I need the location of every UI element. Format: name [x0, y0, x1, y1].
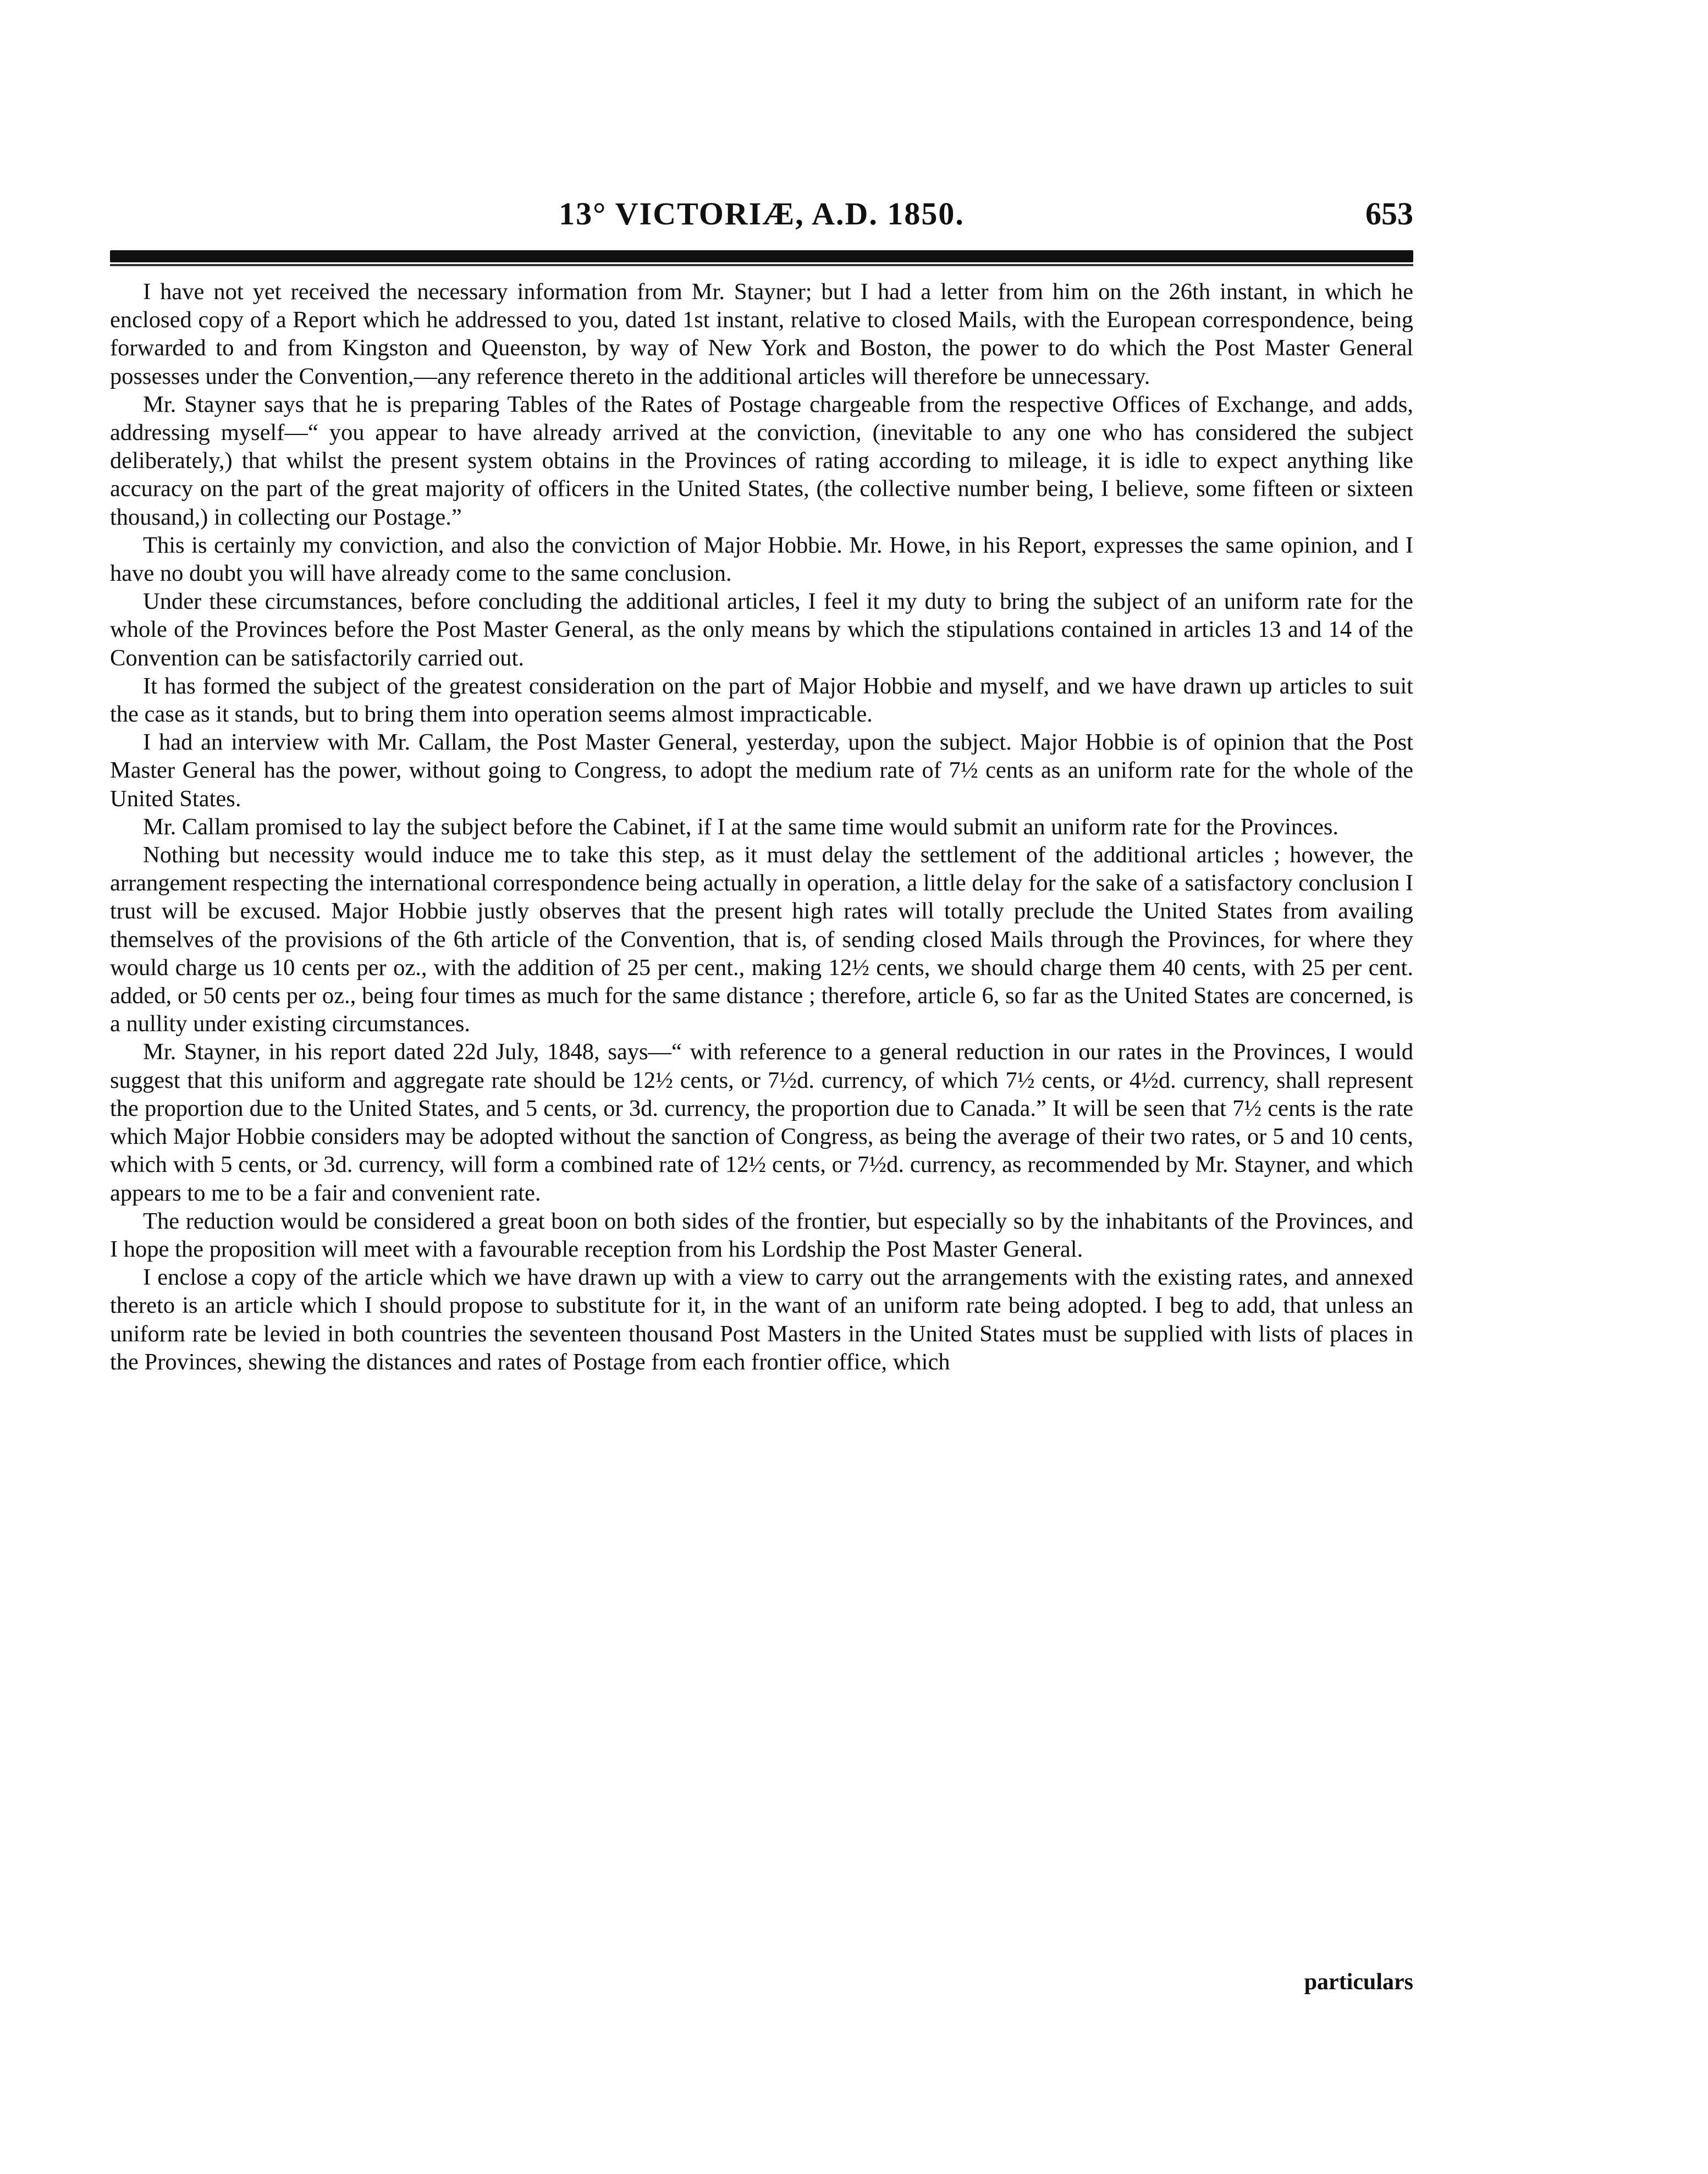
body-text [110, 278, 1413, 1972]
running-head [110, 195, 1413, 245]
paragraph: Mr. Stayner says that he is preparing Tables of the Rates of Postage chargeable from the respective Offices of Exchange, and adds, addressing myself—“ you appear to have already arrived at the conviction, (inevitable to any one who has considered the subject deliberately,) that whilst the present system obtains in the Provinces of rating according to mileage, it is idle to expect anything like accuracy on the part of the great majority of officers in the United States, (the collective number being, I believe, some fifteen or sixteen thousand,) in collecting our Postage.” [110, 391, 1413, 530]
paragraph: Mr. Callam promised to lay the subject before the Cabinet, if I at the same time would submit an uniform rate for the Provinces. [143, 813, 1339, 840]
paragraph: It has formed the subject of the greatest consideration on the part of Major Hobbie and myself, and we have drawn up articles to suit the case as it stands, but to bring them into operation seems almost impracticable. [110, 673, 1413, 728]
paragraph: Mr. Stayner, in his report dated 22d July, 1848, says—“ with reference to a general reduction in our rates in the Provinces, I would suggest that this uniform and aggregate rate should be 12½ cents, or 7½d. currency, of which 7½ cents, or 4½d. currency, shall represent the proportion due to the United States, and 5 cents, or 3d. currency, the proportion due to Canada.” It will be seen that 7½ cents is the rate which Major Hobbie considers may be adopted without the sanction of Congress, as being the average of their two rates, or 5 and 10 cents, which with 5 cents, or 3d. currency, will form a combined rate of 12½ cents, or 7½d. currency, as recommended by Mr. Stayner, and which appears to me to be a fair and convenient rate. [110, 1039, 1413, 1206]
paragraph: I had an interview with Mr. Callam, the Post Master General, yesterday, upon the subject. Major Hobbie is of opinion that the Post Master General has the power, without going to Congress, to adopt the medium rate of 7½ cents as an uniform rate for the whole of the United States. [110, 729, 1413, 812]
paragraph: Nothing but necessity would induce me to take this step, as it must delay the settlement of the additional articles ; however, the arrangement respecting the international correspondence being actually in operation, a little delay for the sake of a satisfactory conclusion I trust will be excused. Major Hobbie justly observes that the present high rates will totally preclude the United States from availing themselves of the provisions of the 6th article of the Convention, that is, of sending closed Mails through the Provinces, for where they would charge us 10 cents per oz., with the addition of 25 per cent., making 12½ cents, we should charge them 40 cents, with 25 per cent. added, or 50 cents per oz., being four times as much for the same distance ; therefore, article 6, so far as the United States are concerned, is a nullity under existing circumstances. [110, 842, 1413, 1037]
page-number: 653 [1365, 196, 1413, 232]
header-rule-thin [110, 264, 1413, 266]
paragraph: I enclose a copy of the article which we have drawn up with a view to carry out the arrangements with the existing rates, and annexed thereto is an article which I should propose to substitute for it, in the want of an uniform rate being adopted. I beg to add, that unless an uniform rate be levied in both countries the seventeen thousand Post Masters in the United States must be supplied with lists of places in the Provinces, shewing the distances and rates of Postage from each frontier office, which [110, 1264, 1413, 1375]
running-title: 13° VICTORIÆ, A.D. 1850. [559, 196, 965, 232]
paragraph: The reduction would be considered a great boon on both sides of the frontier, but especially so by the inhabitants of the Provinces, and I hope the proposition will meet with a favourable reception from his Lordship the Post Master General. [110, 1208, 1413, 1262]
header-rule [110, 250, 1413, 262]
paragraph: I have not yet received the necessary information from Mr. Stayner; but I had a letter from him on the 26th instant, in which he enclosed copy of a Report which he addressed to you, dated 1st instant, relative to closed Mails, with the European correspondence, being forwarded to and from Kingston and Queenston, by way of New York and Boston, the power to do which the Post Master General possesses under the Convention,—any reference thereto in the additional articles will therefore be unnecessary. [110, 279, 1413, 389]
paragraph: This is certainly my conviction, and also the conviction of Major Hobbie. Mr. Howe, in his Report, expresses the same opinion, and I have no doubt you will have already come to the same conclusion. [110, 532, 1413, 587]
catchword: particulars [1304, 1969, 1413, 1995]
paragraph: Under these circumstances, before concluding the additional articles, I feel it my duty to bring the subject of an uniform rate for the whole of the Provinces before the Post Master General, as the only means by which the stipulations contained in articles 13 and 14 of the Convention can be satisfactorily carried out. [110, 588, 1413, 671]
